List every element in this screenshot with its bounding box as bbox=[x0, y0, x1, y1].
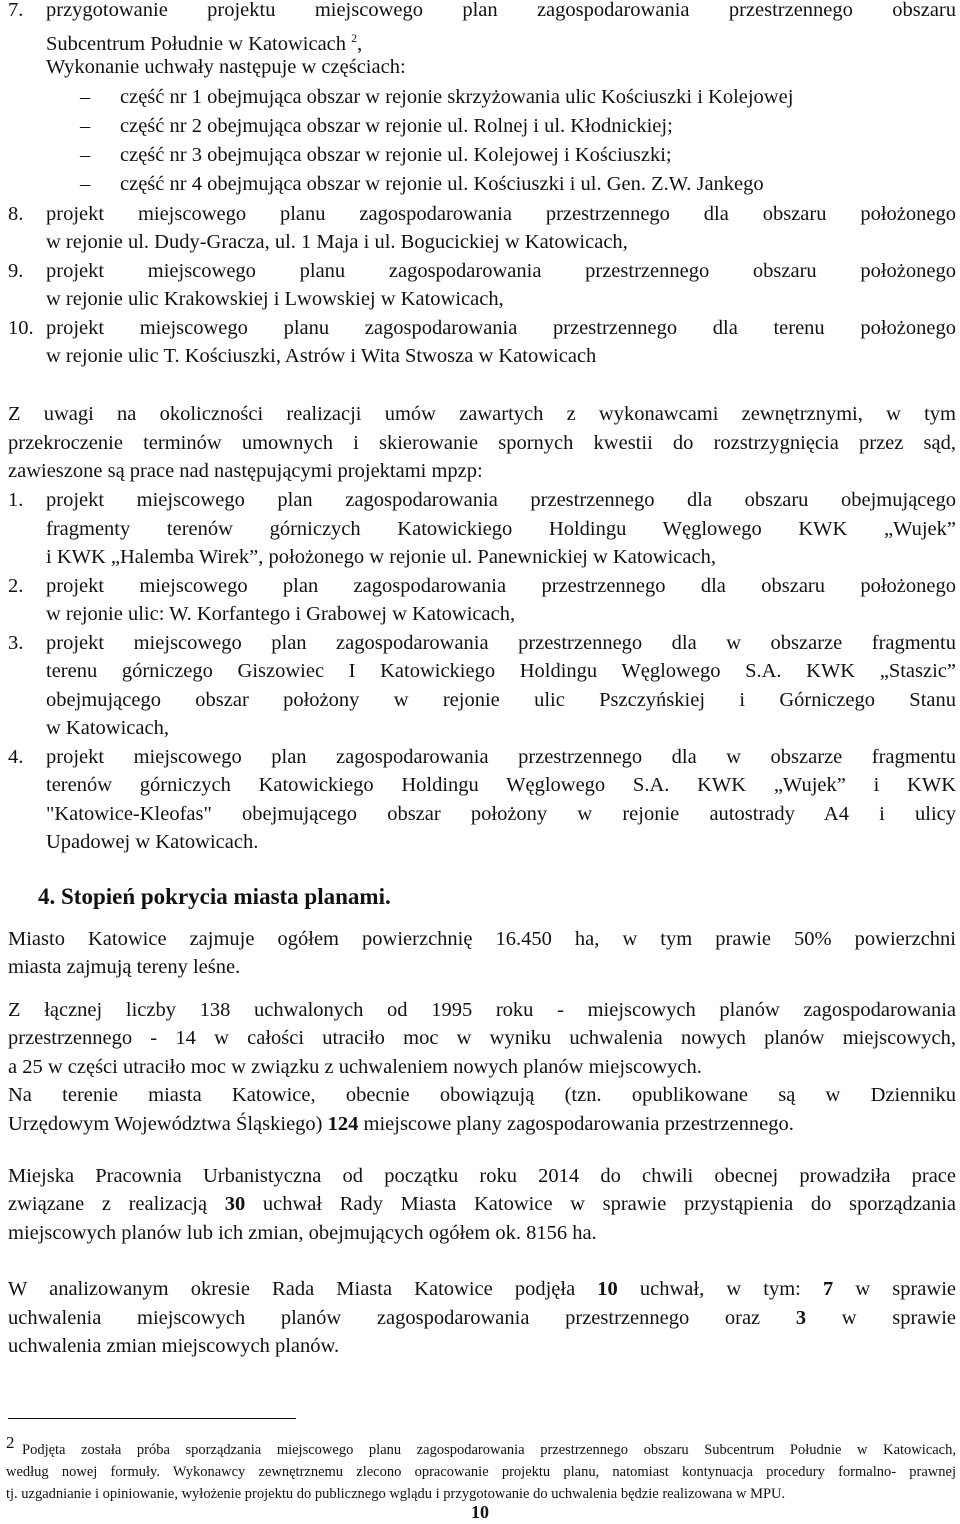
dash-bullet: – bbox=[80, 86, 91, 108]
paragraph-line: Z łącznej liczby 138 uchwalonych od 1995 roku - miejscowych planów zagospodarowania bbox=[8, 999, 956, 1021]
list-item-text: projekt miejscowego plan zagospodarowania przestrzennego dla obszaru położonego bbox=[46, 575, 956, 597]
paragraph-line: przekroczenie terminów umownych i skierowanie spornych kwestii do rozstrzygnięcia przez sąd, bbox=[8, 432, 956, 454]
list-number: 3. bbox=[8, 632, 24, 654]
list-item-text: obejmującego obszar położony w rejonie ulic Pszczyńskiej i Górniczego Stanu bbox=[46, 689, 956, 711]
plans-count: 124 bbox=[327, 1113, 359, 1135]
section-heading: 4. Stopień pokrycia miasta planami. bbox=[38, 884, 391, 909]
paragraph-line: miejscowych planów lub ich zmian, obejmujących ogółem ok. 8156 ha. bbox=[8, 1222, 597, 1244]
paragraph-line: uchwalenia zmian miejscowych planów. bbox=[8, 1335, 340, 1357]
list-item-text: fragmenty terenów górniczych Katowickiego Holdingu Węglowego KWK „Wujek” bbox=[46, 518, 956, 540]
footnote-ref: 2 bbox=[351, 31, 358, 45]
footnote-line: tj. uzgadnianie i opiniowanie, wyłożenie projektu do publicznego wglądu i przygotowanie do uchwalenia będzie realizowana w MPU. bbox=[6, 1486, 786, 1502]
paragraph-line: związane z realizacją 30 uchwał Rady Miasta Katowice w sprawie przystąpienia do sporządzania bbox=[8, 1193, 956, 1215]
list-number: 7. bbox=[8, 0, 24, 21]
dash-bullet: – bbox=[80, 173, 91, 195]
list-item-text: w Katowicach, bbox=[46, 717, 169, 739]
list-item-text: projekt miejscowego planu zagospodarowania przestrzennego dla terenu położonego bbox=[46, 317, 956, 339]
footnote-line: według nowej formuły. Wykonawcy zewnętrznemu zlecono opracowanie projektu planu, natomiast kontynuacja procedury formalno- prawnej bbox=[6, 1464, 956, 1480]
list-item-text: "Katowice-Kleofas" obejmującego obszar położony w rejonie autostrady A4 i ulicy bbox=[46, 803, 956, 825]
list-number: 1. bbox=[8, 489, 24, 511]
paragraph-line: Miejska Pracownia Urbanistyczna od początku roku 2014 do chwili obecnej prowadziła prace bbox=[8, 1165, 956, 1187]
dash-bullet: – bbox=[80, 115, 91, 137]
paragraph-line: miasta zajmują tereny leśne. bbox=[8, 956, 241, 978]
list-item-text: przygotowanie projektu miejscowego plan zagospodarowania przestrzennego obszaru bbox=[46, 0, 956, 21]
part-item: część nr 4 obejmująca obszar w rejonie ul. Kościuszki i ul. Gen. Z.W. Jankego bbox=[120, 173, 764, 195]
list-number: 2. bbox=[8, 575, 24, 597]
list-item-text: projekt miejscowego plan zagospodarowania przestrzennego dla w obszarze fragmentu bbox=[46, 746, 956, 768]
list-item-text: Wykonanie uchwały następuje w częściach: bbox=[46, 56, 406, 78]
list-item-text: projekt miejscowego planu zagospodarowania przestrzennego dla obszaru położonego bbox=[46, 203, 956, 225]
list-item-text: w rejonie ulic T. Kościuszki, Astrów i Wita Stwosza w Katowicach bbox=[46, 345, 597, 367]
paragraph-line: zawieszone są prace nad następującymi projektami mpzp: bbox=[8, 460, 483, 482]
paragraph-line: Urzędowym Województwa Śląskiego) 124 miejscowe plany zagospodarowania przestrzennego. bbox=[8, 1113, 794, 1135]
list-number: 8. bbox=[8, 203, 24, 225]
paragraph-line: Z uwagi na okoliczności realizacji umów zawartych z wykonawcami zewnętrznymi, w tym bbox=[8, 403, 956, 425]
paragraph-line: Na terenie miasta Katowice, obecnie obowiązują (tzn. opublikowane są w Dzienniku bbox=[8, 1084, 956, 1106]
list-item-text: Upadowej w Katowicach. bbox=[46, 831, 259, 853]
list-item-text: projekt miejscowego planu zagospodarowania przestrzennego obszaru położonego bbox=[46, 260, 956, 282]
page-number: 10 bbox=[471, 1502, 489, 1522]
footnote-line: Podjęta została próba sporządzania miejscowego planu zagospodarowania przestrzennego obszaru Subcentrum Południe w Katowicach, bbox=[22, 1442, 956, 1458]
paragraph-line: uchwalenia miejscowych planów zagospodarowania przestrzennego oraz 3 w sprawie bbox=[8, 1307, 956, 1329]
paragraph-line: Miasto Katowice zajmuje ogółem powierzchnię 16.450 ha, w tym prawie 50% powierzchni bbox=[8, 928, 956, 950]
footnote-divider bbox=[8, 1418, 296, 1419]
list-item-text: projekt miejscowego plan zagospodarowania przestrzennego dla w obszarze fragmentu bbox=[46, 632, 956, 654]
list-item-text: w rejonie ul. Dudy-Gracza, ul. 1 Maja i ul. Bogucickiej w Katowicach, bbox=[46, 231, 628, 253]
list-number: 4. bbox=[8, 746, 24, 768]
footnote-mark: 2 bbox=[6, 1433, 15, 1452]
list-item-text: terenu górniczego Giszowiec I Katowickiego Holdingu Węglowego S.A. KWK „Staszic” bbox=[46, 660, 956, 682]
part-item: część nr 1 obejmująca obszar w rejonie skrzyżowania ulic Kościuszki i Kolejowej bbox=[120, 86, 794, 108]
resolutions-count: 30 bbox=[224, 1193, 246, 1215]
dash-bullet: – bbox=[80, 144, 91, 166]
list-item-text: w rejonie ulic: W. Korfantego i Grabowej w Katowicach, bbox=[46, 603, 516, 625]
list-item-text: projekt miejscowego plan zagospodarowania przestrzennego dla obszaru obejmującego bbox=[46, 489, 956, 511]
part-item: część nr 2 obejmująca obszar w rejonie ul. Rolnej i ul. Kłodnickiej; bbox=[120, 115, 673, 137]
part-item: część nr 3 obejmująca obszar w rejonie ul. Kolejowej i Kościuszki; bbox=[120, 144, 672, 166]
paragraph-line: a 25 w części utraciło moc w związku z uchwaleniem nowych planów miejscowych. bbox=[8, 1056, 702, 1078]
list-item-text: i KWK „Halemba Wirek”, położonego w rejonie ul. Panewnickiej w Katowicach, bbox=[46, 546, 716, 568]
list-item-text: w rejonie ulic Krakowskiej i Lwowskiej w Katowicach, bbox=[46, 288, 504, 310]
list-number: 10. bbox=[8, 317, 34, 339]
paragraph-line: W analizowanym okresie Rada Miasta Katowice podjęła 10 uchwał, w tym: 7 w sprawie bbox=[8, 1278, 956, 1300]
paragraph-line: przestrzennego - 14 w całości utraciło moc w wyniku uchwalenia nowych planów miejscowych, bbox=[8, 1027, 956, 1049]
list-item-text: Subcentrum Południe w Katowicach $^2$, bbox=[46, 31, 363, 55]
list-item-text: terenów górniczych Katowickiego Holdingu Węglowego S.A. KWK „Wujek” i KWK bbox=[46, 774, 956, 796]
list-number: 9. bbox=[8, 260, 24, 282]
